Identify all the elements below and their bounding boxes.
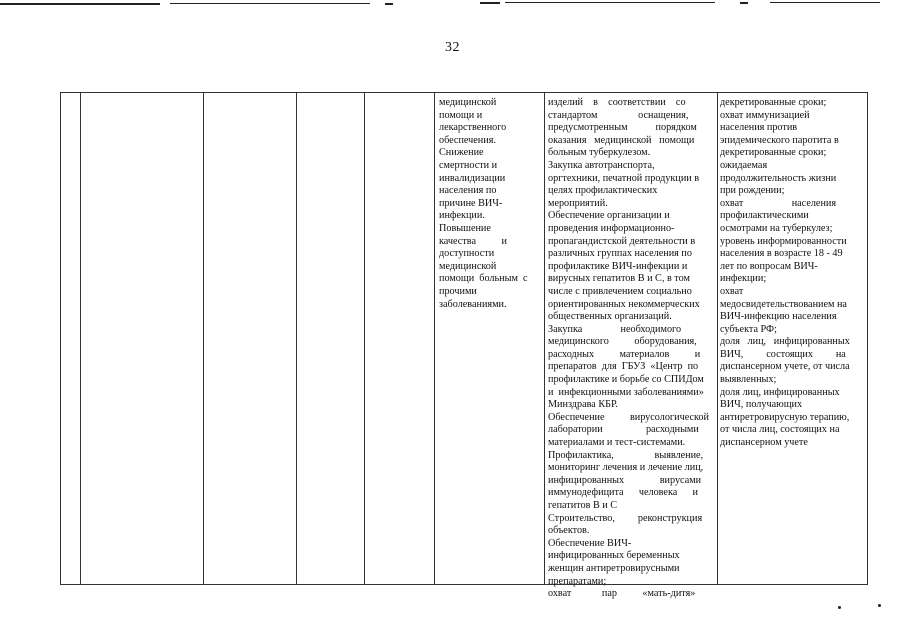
- column-border: [434, 93, 435, 584]
- column-border: [203, 93, 204, 584]
- column-border: [80, 93, 81, 584]
- scan-speck: [878, 604, 881, 607]
- scan-artifact-top: [0, 0, 905, 12]
- scan-speck: [838, 606, 841, 609]
- column-border: [867, 93, 868, 584]
- measures-cell: изделий в соответствии со стандартом оснащения, предусмотренным порядком оказания медицинской помощи больным туберкулезом. Закупка автотранспорта, оргтехники, печатной продукции в целях профилактических мероприятий. Обеспечение организации и проведения информационно- пропагандистской деятельности в различных группах населения по профилактике ВИЧ-инфекции и вирусных гепатитов В и С, в том числе с привлечением социально ориентированных некоммерческих общественных организаций. Закупка необходимого медицинского оборудования, расходных материалов и препаратов для ГБУЗ «Центр по профилактике и борьбе со СПИДом и инфекционными заболеваниями» Минздрава КБР. Обеспечение вирусологической лаборатории расходными материалами и тест-системами. Профилактика, выявление, мониторинг лечения и лечение лиц, инфицированных вирусами иммунодефицита человека и гепатитов В и С Строительство, реконструкция объектов. Обеспечение ВИЧ- инфицированных беременных женщин антиретровирусными препаратами; охват пар «мать-дитя»: [548, 97, 709, 600]
- column-border: [544, 93, 545, 584]
- page-number: 32: [445, 40, 460, 55]
- column-border: [296, 93, 297, 584]
- column-border: [364, 93, 365, 584]
- program-table: [60, 92, 868, 600]
- indicators-cell: декретированные сроки; охват иммунизацией населения против эпидемического паротита в декретированные сроки; ожидаемая продолжительность жизни при рождении; охват населения профилактическими осмотрами на туберкулез; уровень информированности населения в возрасте 18 - 49 лет по вопросам ВИЧ- инфекции; охват медосвидетельствованием на ВИЧ-инфекцию населения субъекта РФ; доля лиц, инфицированных ВИЧ, состоящих на диспансерном учете, от числа выявленных; доля лиц, инфицированных ВИЧ, получающих антиретровирусную терапию, от числа лиц, состоящих на диспансерном учете: [720, 97, 850, 449]
- goal-cell: медицинской помощи и лекарственного обеспечения. Снижение смертности и инвалидизации населения по причине ВИЧ- инфекции. Повышение качества и доступности медицинской помощи больным с прочими заболеваниями.: [439, 97, 528, 310]
- column-border: [60, 93, 61, 584]
- column-border: [717, 93, 718, 584]
